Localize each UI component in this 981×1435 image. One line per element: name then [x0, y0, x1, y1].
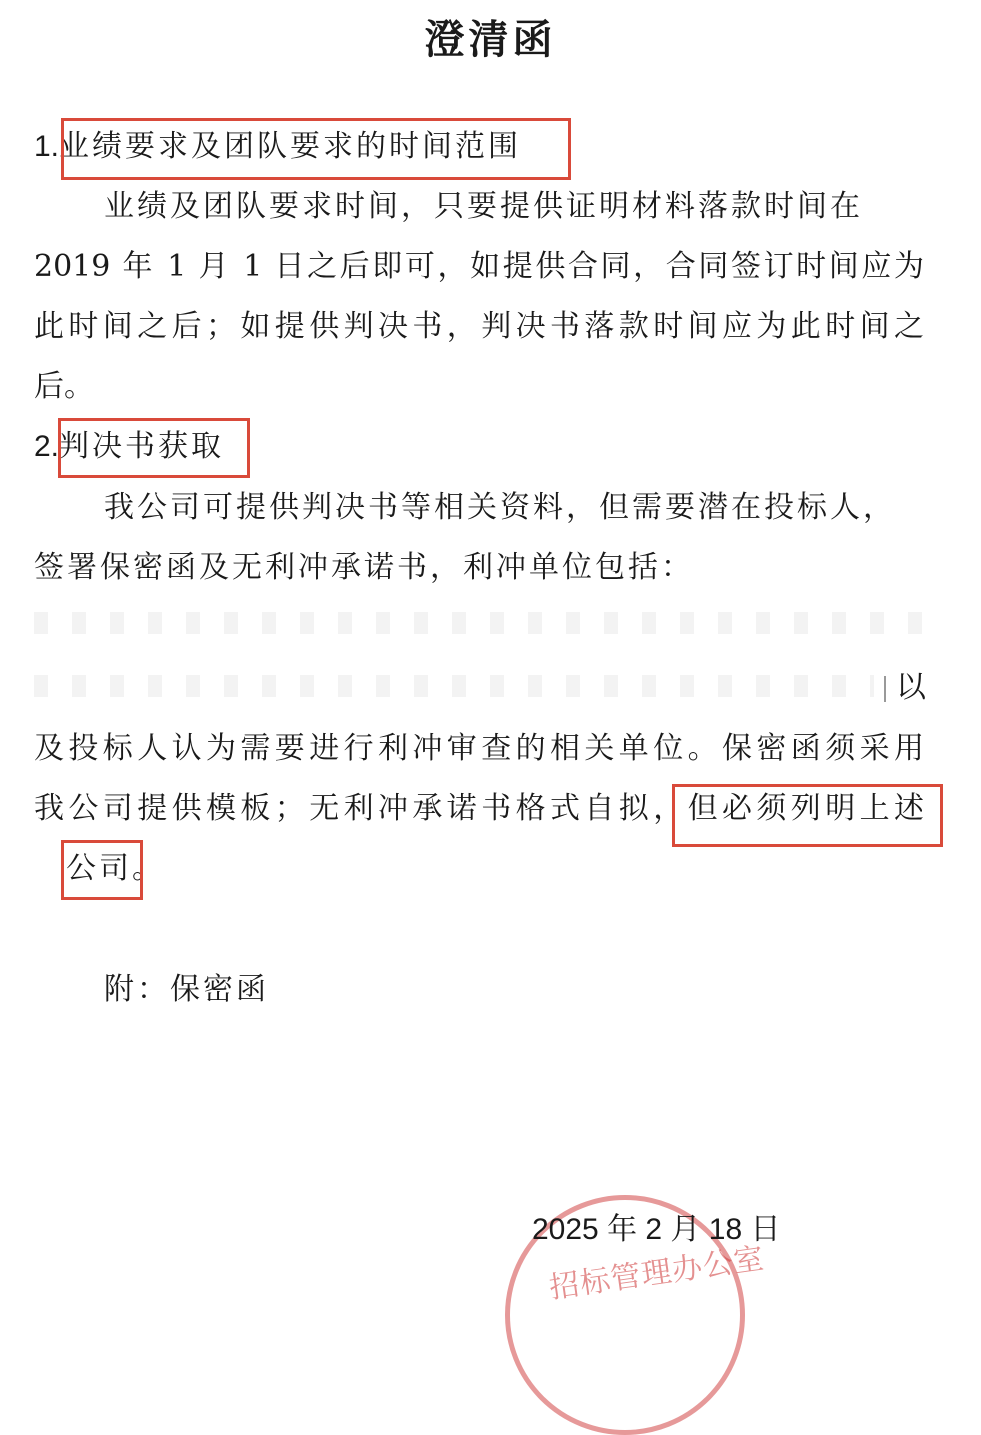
- redacted-line-2: [34, 675, 874, 697]
- section2-after-line-1: 及投标人认为需要进行利冲审查的相关单位。保密函须采用: [34, 731, 924, 766]
- section1-heading: 业绩要求及团队要求的时间范围: [59, 129, 522, 164]
- section2-para-line-2: 签署保密函及无利冲承诺书，利冲单位包括：: [34, 550, 694, 585]
- requirement-highlight-2: [61, 840, 143, 900]
- section1-number: 1.: [34, 130, 60, 163]
- section1-para-line-4: 后。: [34, 369, 94, 404]
- redacted-line-1: [34, 612, 924, 634]
- section2-heading: 判决书获取: [59, 429, 225, 464]
- section2-number: 2.: [34, 430, 60, 463]
- redaction-edge: [884, 676, 886, 702]
- requirement-highlight-1: [672, 784, 943, 847]
- section1-heading-highlight: [61, 118, 571, 180]
- document-title: 澄清函: [424, 16, 557, 63]
- section1-para-line-2: 2019 年 1 月 1 日之后即可，如提供合同，合同签订时间应为: [34, 249, 924, 284]
- section2-heading-highlight: [58, 418, 250, 478]
- section1-para-line-3: 此时间之后；如提供判决书，判决书落款时间应为此时间之: [34, 309, 924, 344]
- section2-line3-tail: 以: [896, 670, 926, 705]
- issue-date: 2025 年 2 月 18 日: [532, 1213, 781, 1246]
- section2-para-line-1: 我公司可提供判决书等相关资料，但需要潜在投标人，: [104, 490, 896, 525]
- seal-text: 招标管理办公室: [547, 1241, 767, 1306]
- attachment-note: 附：保密函: [104, 972, 269, 1007]
- section2-after-line-2: 我公司提供模板；无利冲承诺书格式自拟，但必须列明上述: [34, 791, 924, 826]
- section1-para-line-1: 业绩及团队要求时间，只要提供证明材料落款时间在: [104, 189, 863, 224]
- section2-after-line-3: 公司。: [66, 851, 165, 886]
